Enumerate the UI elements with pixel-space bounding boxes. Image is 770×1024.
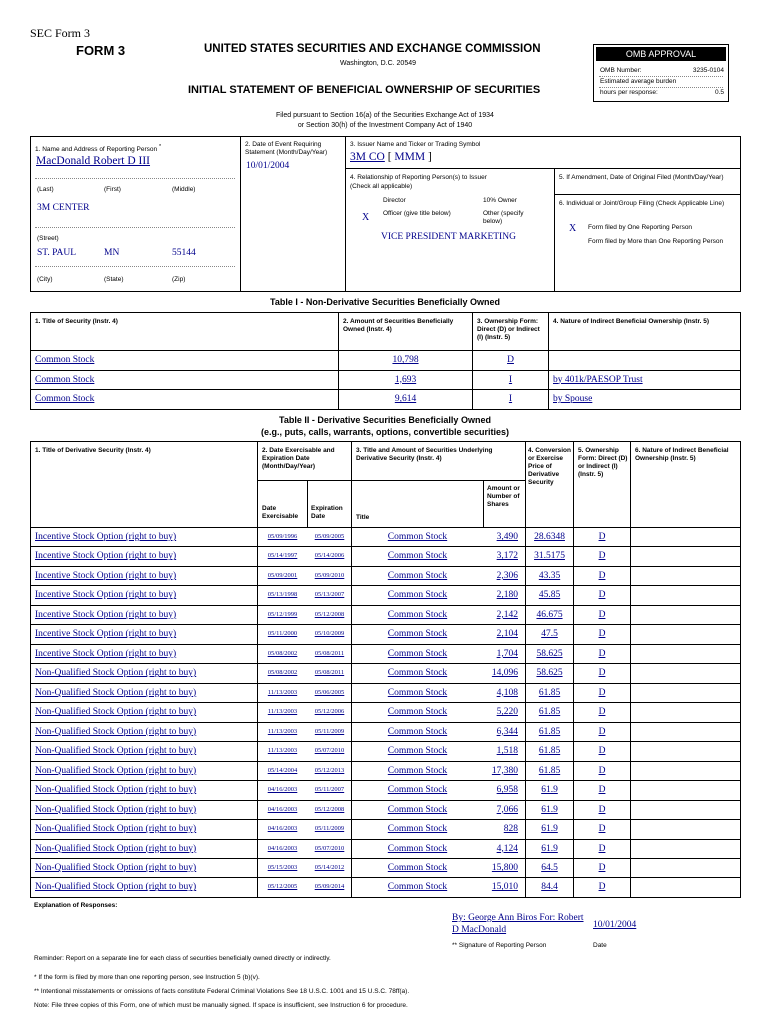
t2-row-form: D <box>598 648 606 659</box>
table1-title: Table I - Non-Derivative Securities Beneficially Owned <box>270 297 500 307</box>
filing-one-check[interactable]: X <box>569 223 577 234</box>
t2-row-price: 84.4 <box>541 882 558 893</box>
box6-label: 6. Individual or Joint/Group Filing (Check Applicable Line) <box>559 200 725 207</box>
officer-label: Officer (give title below) <box>383 210 451 217</box>
t2-row-title: Non-Qualified Stock Option (right to buy) <box>35 862 197 873</box>
t2-row-exercisable: 05/14/1997 <box>267 552 298 560</box>
zip-label: (Zip) <box>172 276 186 283</box>
t2-row-price: 61.85 <box>538 746 561 757</box>
state-value: MN <box>104 248 120 258</box>
t2-row-price: 61.85 <box>538 726 561 737</box>
t2-row-form: D <box>598 843 606 854</box>
ticker: MMM <box>394 151 426 163</box>
t2-sub-exercisable: Date Exercisable <box>262 505 299 520</box>
t2-row-exercisable: 04/16/2003 <box>267 825 298 833</box>
t1-row-form: I <box>508 374 513 385</box>
table2-title: Table II - Derivative Securities Beneficially Owned <box>279 415 491 425</box>
sec-form-label: SEC Form 3 <box>30 26 91 40</box>
t2-row-form: D <box>598 746 606 757</box>
t2-row-underlying: Common Stock <box>387 629 448 640</box>
t2-row-amount: 7,066 <box>496 804 518 815</box>
t2-row-title: Incentive Stock Option (right to buy) <box>35 570 177 581</box>
t2-row-form: D <box>598 824 606 835</box>
t2-row-underlying: Common Stock <box>387 882 448 893</box>
city-label: (City) <box>37 276 53 283</box>
t2-row-underlying: Common Stock <box>387 726 448 737</box>
t2-row-underlying: Common Stock <box>387 843 448 854</box>
t2-row-form: D <box>598 609 606 620</box>
t2-row-exercisable: 05/08/2002 <box>267 669 298 677</box>
filing-more-label: Form filed by More than One Reporting Person <box>588 238 724 245</box>
t2-row-exercisable: 11/13/2003 <box>267 747 298 755</box>
ten-pct-label: 10% Owner <box>483 197 517 204</box>
t2-row-amount: 3,172 <box>496 551 518 562</box>
explanation-label: Explanation of Responses: <box>34 902 118 909</box>
city-value: ST. PAUL <box>37 248 77 258</box>
issuer-line: 3M CO [ MMM ] <box>350 151 432 163</box>
t2-row-expiration: 05/13/2007 <box>314 591 345 599</box>
t2-row-title: Non-Qualified Stock Option (right to buy) <box>35 765 197 776</box>
t2-row-expiration: 05/08/2011 <box>314 669 345 677</box>
t1-row-title: Common Stock <box>35 394 95 404</box>
t2-row-price: 64.5 <box>541 862 558 873</box>
footnote-1: * If the form is filed by more than one reporting person, see Instruction 5 (b)(v). <box>34 974 260 981</box>
t1-col2: 2. Amount of Securities Beneficially Owned (Instr. 4) <box>343 318 454 333</box>
t2-col4: 4. Conversion or Exercise Price of Derivative Security <box>528 447 571 486</box>
reporting-person-name[interactable]: MacDonald Robert D III <box>36 155 151 167</box>
t2-row-title: Non-Qualified Stock Option (right to buy) <box>35 785 197 796</box>
t2-row-exercisable: 05/09/1996 <box>267 533 298 540</box>
t1-col3: 3. Ownership Form: Direct (D) or Indirect (I) (Instr. 5) <box>477 318 540 341</box>
t2-row-price: 61.85 <box>538 765 561 776</box>
agency-city: Washington, D.C. 20549 <box>340 60 417 67</box>
t2-col5: 5. Ownership Form: Direct (D) or Indirect (I) (Instr. 5) <box>578 447 628 478</box>
t1-row-nature: by Spouse <box>553 394 593 404</box>
t2-row-underlying: Common Stock <box>387 532 448 542</box>
t2-row-form: D <box>598 532 606 542</box>
omb-burden-label2: hours per response: <box>600 89 658 96</box>
t2-row-price: 46.675 <box>536 609 563 620</box>
t2-row-amount: 2,104 <box>496 629 518 640</box>
t2-row-price: 58.625 <box>536 668 563 679</box>
t2-row-underlying: Common Stock <box>387 824 448 835</box>
t2-row-amount: 2,142 <box>496 609 518 620</box>
t2-row-title: Incentive Stock Option (right to buy) <box>35 551 177 562</box>
t2-row-title: Non-Qualified Stock Option (right to buy) <box>35 746 197 757</box>
omb-number: 3235-0104 <box>692 67 724 74</box>
t2-row-expiration: 05/12/2013 <box>314 766 345 774</box>
t2-row-amount: 15,800 <box>491 862 518 873</box>
t2-row-expiration: 05/10/2009 <box>314 630 345 638</box>
t2-sub-amount: Amount or Number of Shares <box>487 485 520 508</box>
t2-row-amount: 1,518 <box>496 746 518 757</box>
t1-row-title: Common Stock <box>35 355 95 365</box>
t2-row-amount: 4,108 <box>496 687 518 698</box>
t2-row-underlying: Common Stock <box>387 707 448 718</box>
t2-row-underlying: Common Stock <box>387 862 448 873</box>
t2-row-price: 61.9 <box>541 804 558 815</box>
t2-row-underlying: Common Stock <box>387 668 448 679</box>
t2-row-expiration: 05/12/2006 <box>314 708 345 716</box>
t2-col1: 1. Title of Derivative Security (Instr. 4) <box>35 447 151 454</box>
t2-row-form: D <box>598 804 606 815</box>
box1-label: 1. Name and Address of Reporting Person * <box>35 144 162 154</box>
table2-subtitle: (e.g., puts, calls, warrants, options, convertible securities) <box>260 427 510 437</box>
t2-row-expiration: 05/09/2005 <box>314 533 345 540</box>
form-title: INITIAL STATEMENT OF BENEFICIAL OWNERSHIP OF SECURITIES <box>188 84 541 96</box>
t2-row-title: Non-Qualified Stock Option (right to buy) <box>35 726 197 737</box>
t2-row-price: 61.9 <box>541 824 558 835</box>
t2-row-amount: 2,180 <box>496 590 518 601</box>
t2-sub-title: Title <box>356 514 370 521</box>
t2-row-expiration: 05/11/2007 <box>314 786 345 794</box>
t2-row-price: 47.5 <box>541 629 558 640</box>
t2-row-price: 61.85 <box>538 707 561 718</box>
footnote-2: ** Intentional misstatements or omissions of facts constitute Federal Criminal Violations See 18 U.S.C. 1001 and 15 U.S.C. 78ff(a). <box>34 988 410 995</box>
t2-row-amount: 3,490 <box>496 532 518 542</box>
box2-label: 2. Date of Event Requiring Statement (Month/Day/Year) <box>245 141 328 156</box>
t2-row-title: Non-Qualified Stock Option (right to buy) <box>35 707 197 718</box>
t2-row-title: Non-Qualified Stock Option (right to buy) <box>35 668 197 679</box>
t2-row-expiration: 05/14/2012 <box>314 863 345 871</box>
signature-line1[interactable]: By: George Ann Biros For: Robert <box>452 913 584 923</box>
t2-row-underlying: Common Stock <box>387 648 448 659</box>
t2-row-amount: 1,704 <box>496 648 518 659</box>
t2-row-underlying: Common Stock <box>387 765 448 776</box>
box5-label: 5. If Amendment, Date of Original Filed (Month/Day/Year) <box>559 174 724 181</box>
date-label: Date <box>593 942 607 949</box>
t2-row-form: D <box>598 668 606 679</box>
t2-row-underlying: Common Stock <box>387 785 448 796</box>
t1-row-amount: 1,693 <box>394 374 417 385</box>
t2-row-price: 45.85 <box>538 590 561 601</box>
box4-sub: (Check all applicable) <box>350 183 413 190</box>
omb-box <box>593 44 729 102</box>
zip-value: 55144 <box>172 248 196 258</box>
t2-row-form: D <box>598 570 606 581</box>
t2-row-expiration: 05/12/2008 <box>314 805 345 813</box>
t2-row-form: D <box>598 629 606 640</box>
t2-row-form: D <box>598 590 606 601</box>
t2-row-title: Incentive Stock Option (right to buy) <box>35 629 177 640</box>
t2-row-underlying: Common Stock <box>387 609 448 620</box>
t2-row-expiration: 05/14/2006 <box>314 552 345 560</box>
t2-row-title: Non-Qualified Stock Option (right to buy) <box>35 843 197 854</box>
t2-row-exercisable: 05/09/2001 <box>267 571 298 579</box>
t2-row-form: D <box>598 862 606 873</box>
signature-date: 10/01/2004 <box>593 920 637 930</box>
filing-one-label: Form filed by One Reporting Person <box>588 224 693 231</box>
t2-row-amount: 2,306 <box>496 570 518 581</box>
t2-col2: 2. Date Exercisable and Expiration Date (Month/Day/Year) <box>262 447 335 470</box>
t2-row-expiration: 05/09/2014 <box>314 883 345 891</box>
t2-row-form: D <box>598 551 606 562</box>
t2-row-exercisable: 04/16/2003 <box>267 844 298 852</box>
t2-row-expiration: 05/11/2009 <box>314 727 345 735</box>
t2-col3: 3. Title and Amount of Securities Underlying Derivative Security (Instr. 4) <box>356 447 493 462</box>
t2-row-amount: 6,344 <box>496 726 518 737</box>
t2-row-expiration: 05/08/2011 <box>314 649 345 657</box>
other-label: Other (specify below) <box>483 210 524 225</box>
t2-row-underlying: Common Stock <box>387 746 448 757</box>
t2-row-form: D <box>598 687 606 698</box>
t2-row-underlying: Common Stock <box>387 590 448 601</box>
t2-row-price: 61.9 <box>541 843 558 854</box>
t2-row-underlying: Common Stock <box>387 551 448 562</box>
t2-row-form: D <box>598 882 606 893</box>
t2-sub-expiration: Expiration Date <box>311 505 343 520</box>
t2-row-form: D <box>598 785 606 796</box>
t2-row-title: Incentive Stock Option (right to buy) <box>35 609 177 620</box>
t1-row-title: Common Stock <box>35 374 95 385</box>
t2-row-form: D <box>598 726 606 737</box>
reminder: Reminder: Report on a separate line for each class of securities beneficially owned directly or indirectly. <box>34 955 331 962</box>
t2-row-underlying: Common Stock <box>387 570 448 581</box>
street-label: (Street) <box>37 235 59 242</box>
director-label: Director <box>383 197 406 204</box>
signature-label: ** Signature of Reporting Person <box>452 942 547 949</box>
t2-row-exercisable: 05/15/2003 <box>267 863 298 871</box>
t2-row-form: D <box>598 707 606 718</box>
t2-row-expiration: 05/11/2009 <box>314 825 345 833</box>
t2-row-amount: 6,958 <box>496 785 518 796</box>
omb-burden: 0.5 <box>714 89 724 96</box>
event-date: 10/01/2004 <box>246 161 290 171</box>
t1-row-nature: by 401k/PAESOP Trust <box>553 374 643 385</box>
box4-label: 4. Relationship of Reporting Person(s) to Issuer <box>350 174 487 181</box>
t1-row-amount: 10,798 <box>392 355 419 365</box>
t2-row-amount: 828 <box>503 824 518 835</box>
t2-row-price: 31.5175 <box>534 551 565 562</box>
t2-row-form: D <box>598 765 606 776</box>
t2-row-exercisable: 05/11/2000 <box>267 630 298 638</box>
t2-row-amount: 4,124 <box>496 843 518 854</box>
signature-line2[interactable]: D MacDonald <box>452 925 507 935</box>
officer-check[interactable]: X <box>362 212 370 223</box>
t2-row-title: Incentive Stock Option (right to buy) <box>35 532 177 542</box>
last-label: (Last) <box>37 186 54 193</box>
agency-title: UNITED STATES SECURITIES AND EXCHANGE COMMISSION <box>204 43 541 55</box>
t2-row-price: 61.85 <box>538 687 561 698</box>
t1-row-form: I <box>508 394 513 404</box>
t2-row-title: Non-Qualified Stock Option (right to buy) <box>35 882 197 893</box>
street-value: 3M CENTER <box>37 203 90 213</box>
t2-row-price: 28.6348 <box>534 532 565 542</box>
t2-row-expiration: 05/09/2010 <box>314 571 345 579</box>
t1-row-form: D <box>507 355 514 365</box>
t2-row-exercisable: 05/08/2002 <box>267 649 298 657</box>
t2-row-exercisable: 05/12/1999 <box>267 610 298 618</box>
form-number: FORM 3 <box>76 43 126 58</box>
omb-number-label: OMB Number: <box>600 67 642 74</box>
t2-row-expiration: 05/07/2010 <box>314 844 345 852</box>
t2-row-underlying: Common Stock <box>387 804 448 815</box>
t2-row-title: Non-Qualified Stock Option (right to buy) <box>35 824 197 835</box>
t2-row-price: 43.35 <box>538 570 561 581</box>
t2-col6: 6. Nature of Indirect Beneficial Ownership (Instr. 5) <box>635 447 729 462</box>
middle-label: (Middle) <box>172 186 196 193</box>
state-label: (State) <box>104 276 124 283</box>
t1-col1: 1. Title of Security (Instr. 4) <box>35 318 118 325</box>
officer-title: VICE PRESIDENT MARKETING <box>381 232 516 242</box>
t2-row-expiration: 05/12/2008 <box>314 610 345 618</box>
t2-row-amount: 5,220 <box>496 707 518 718</box>
t2-row-exercisable: 05/14/2004 <box>267 766 298 774</box>
t2-row-exercisable: 04/16/2003 <box>267 786 298 794</box>
t2-row-exercisable: 11/13/2003 <box>267 727 298 735</box>
t2-row-title: Incentive Stock Option (right to buy) <box>35 648 177 659</box>
t2-row-amount: 15,010 <box>491 882 518 893</box>
t2-row-underlying: Common Stock <box>387 687 448 698</box>
t2-row-price: 61.9 <box>541 785 558 796</box>
t2-row-amount: 17,380 <box>491 765 518 776</box>
t2-row-price: 58.625 <box>536 648 563 659</box>
t2-row-exercisable: 05/13/1998 <box>267 591 298 599</box>
t2-row-expiration: 05/07/2010 <box>314 747 345 755</box>
t2-row-title: Incentive Stock Option (right to buy) <box>35 590 177 601</box>
first-label: (First) <box>104 186 121 193</box>
omb-burden-label1: Estimated average burden <box>600 78 677 85</box>
footnote-3: Note: File three copies of this Form, one of which must be manually signed. If space is insufficient, see Instruction 6 for procedure. <box>34 1002 408 1009</box>
t1-col4: 4. Nature of Indirect Beneficial Ownership (Instr. 5) <box>553 318 710 325</box>
t2-row-exercisable: 05/12/2005 <box>267 883 298 891</box>
t1-row-amount: 9,614 <box>394 394 417 404</box>
t2-row-exercisable: 11/13/2003 <box>267 688 298 696</box>
filed-pursuant-2: or Section 30(h) of the Investment Company Act of 1940 <box>297 122 473 129</box>
t2-row-exercisable: 11/13/2003 <box>267 708 298 716</box>
omb-title: OMB APPROVAL <box>596 47 726 61</box>
t2-row-amount: 14,096 <box>491 668 518 679</box>
t2-row-exercisable: 04/16/2003 <box>267 805 298 813</box>
t2-row-title: Non-Qualified Stock Option (right to buy) <box>35 804 197 815</box>
filed-pursuant-1: Filed pursuant to Section 16(a) of the Securities Exchange Act of 1934 <box>276 112 494 119</box>
box3-label: 3. Issuer Name and Ticker or Trading Symbol <box>350 141 481 148</box>
issuer-name[interactable]: 3M CO <box>350 151 385 163</box>
t2-row-expiration: 05/06/2005 <box>314 688 345 696</box>
t2-row-title: Non-Qualified Stock Option (right to buy) <box>35 687 197 698</box>
